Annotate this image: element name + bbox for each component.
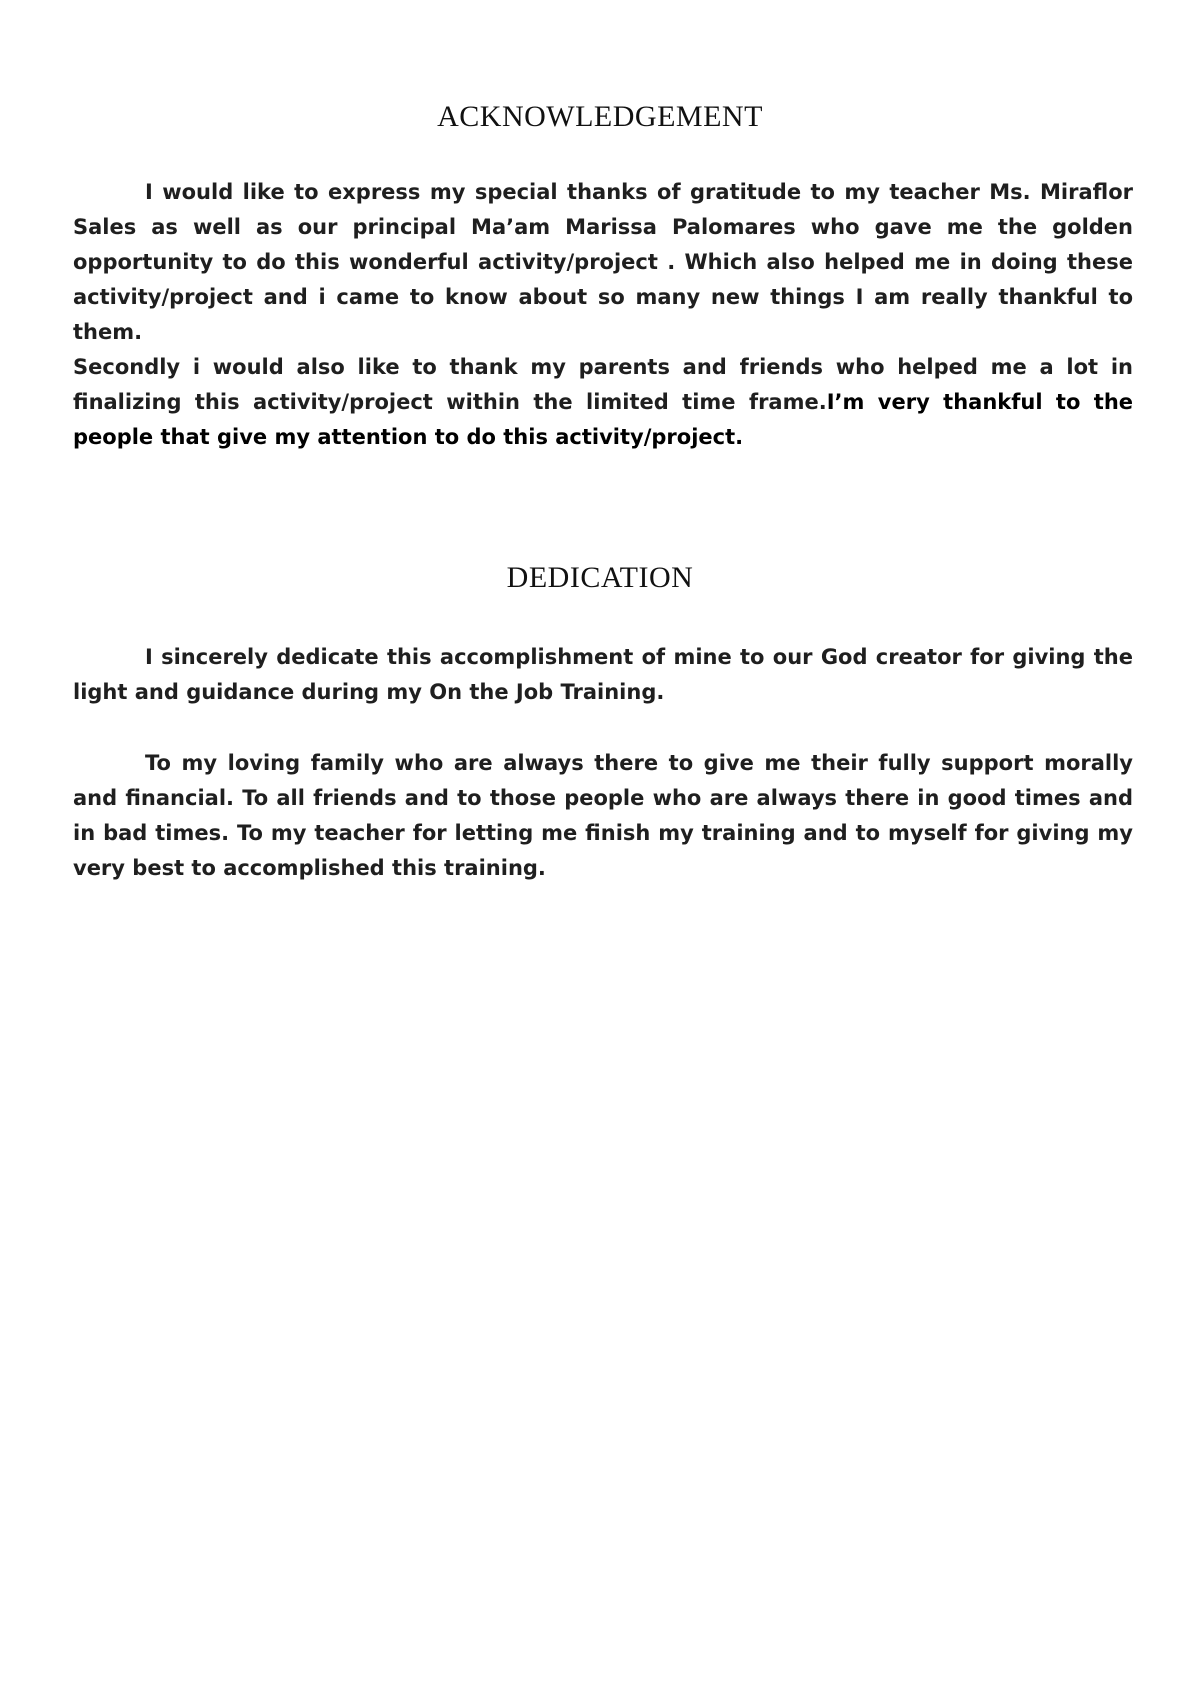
dedication-paragraph-2: To my loving family who are always there to give me their fully support morally and financial. To all friends and to those people who are always there in good times and in bad times. To my teacher for letting me finish my training and to myself for giving my very best to accomplished this training.: [73, 751, 1133, 880]
acknowledgement-paragraph-2: [73, 350, 1133, 455]
acknowledgement-paragraph-1: I would like to express my special thanks of gratitude to my teacher Ms. Miraflor Sales as well as our principal Ma’am Marissa Palomares who gave me the golden opportunity to do this wonderful activity/project . Which also helped me in doing these activity/project and i came to know about so many new things I am really thankful to them.: [73, 180, 1133, 344]
dedication-paragraph-1: I sincerely dedicate this accomplishment of mine to our God creator for giving the light and guidance during my On the Job Training.: [73, 645, 1133, 704]
acknowledgement-heading: ACKNOWLEDGEMENT: [437, 100, 763, 133]
acknowledgement-paragraph-2-text: Secondly i would also like to thank my parents and friends who helped me a lot in finalizing this activity/project within the limited time frame.: [73, 355, 1133, 414]
acknowledgement-paragraph-2-emphasis: I’m very thankful to the people that give my attention to do this activity/project.: [73, 390, 1134, 449]
dedication-heading: DEDICATION: [506, 561, 694, 594]
